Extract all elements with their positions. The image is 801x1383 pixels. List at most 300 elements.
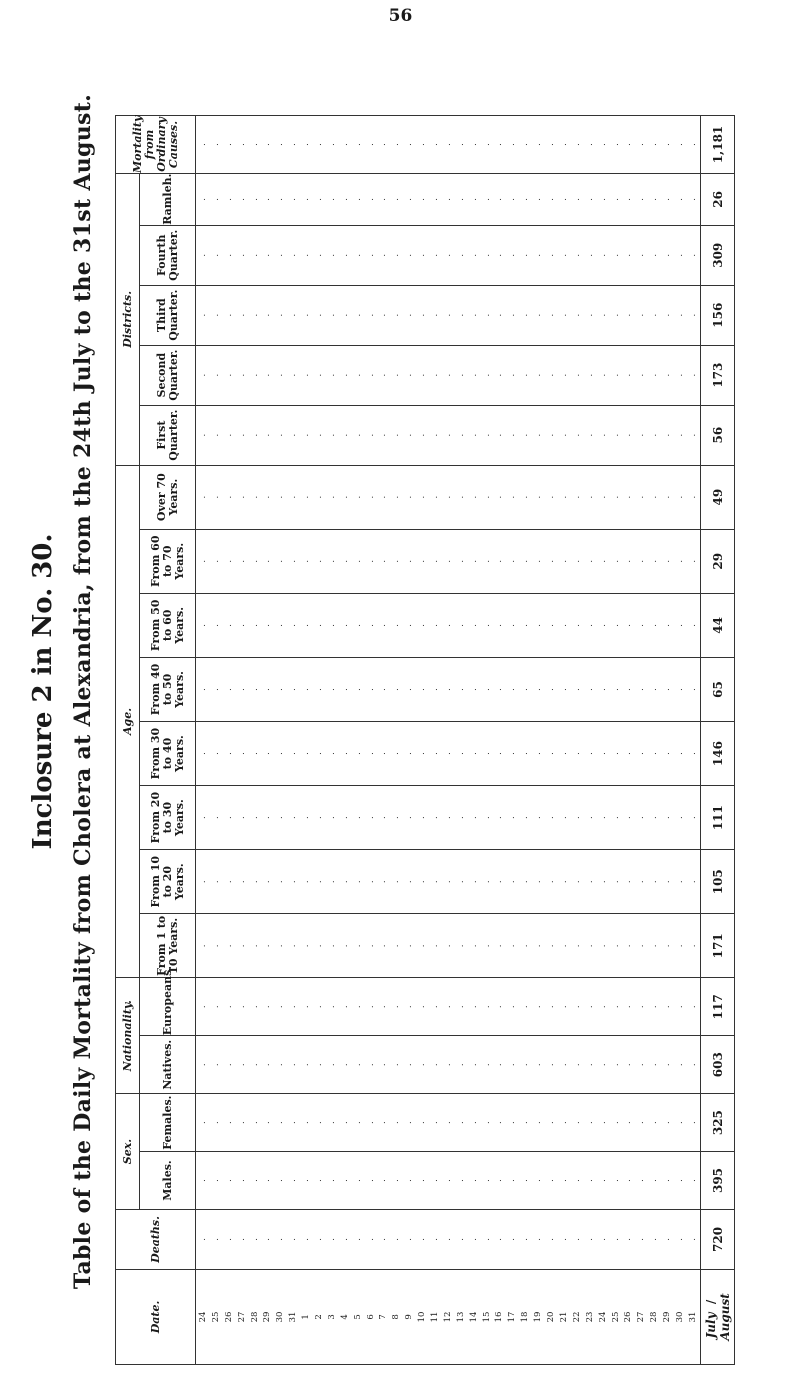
dot-leader: . [636,1238,647,1241]
dot-leader: . [391,1179,402,1182]
dot-leader: . [249,944,260,948]
dot-leader: . [455,1121,466,1124]
dot-leader: . [687,143,698,146]
dot-leader: . [339,688,350,691]
dot-leader: . [249,816,260,819]
dot-leader: . [378,433,389,437]
dot-leader: . [288,1063,299,1067]
dot-leader: . [378,143,389,146]
dot-leader: . [236,198,247,201]
dot-leader: . [533,944,544,948]
dot-leader: . [236,253,247,257]
dot-leader: . [687,880,698,884]
dot-leader: . [507,143,518,146]
total-age-1-10: 171 [701,914,735,978]
total-ramleh: 26 [701,174,735,226]
date-entry: 16 [494,1311,505,1323]
dot-leader: . [391,253,402,257]
dot-leader: . [662,253,673,257]
dot-leader: . [546,373,557,377]
dot-leader: . [481,1121,492,1124]
dot-leader: . [198,373,208,377]
dot-leader: . [236,944,247,948]
dot-leader: . [249,495,260,499]
dot-leader: . [571,1005,582,1009]
dot-leader: . [326,944,337,948]
dot-column [196,1094,700,1151]
dot-leader: . [301,433,312,437]
dot-leader: . [584,1063,595,1067]
total-natives: 603 [701,1036,735,1094]
dot-leader: . [430,880,441,884]
dot-leader: . [520,1238,531,1241]
dot-leader: . [674,816,685,819]
dot-leader: . [546,688,557,691]
date-entry: 9 [404,1314,415,1320]
q1-daily [196,405,701,465]
dot-leader: . [210,1179,221,1182]
dot-leader: . [584,495,595,499]
dot-leader: . [365,495,376,499]
dot-leader: . [636,1121,647,1124]
dot-column [196,286,700,345]
dot-leader: . [301,1121,312,1124]
dot-leader: . [494,253,505,257]
dot-leader: . [662,1005,673,1009]
dot-leader: . [326,143,337,146]
dot-leader: . [649,752,660,755]
dot-leader: . [223,1179,234,1182]
dot-leader: . [339,313,350,317]
dot-leader: . [520,313,531,317]
dot-leader: . [468,752,479,755]
dot-leader: . [198,198,208,201]
dot-leader: . [314,253,325,257]
dot-leader: . [198,1121,208,1124]
dot-leader: . [301,253,312,257]
dot-leader: . [558,1179,569,1182]
dot-leader: . [623,1121,634,1124]
dot-leader: . [417,143,428,146]
dot-leader: . [533,143,544,146]
col-third-quarter: Third Quarter. [140,285,196,345]
dot-leader: . [494,1238,505,1241]
dot-leader: . [262,313,273,317]
dot-leader: . [584,253,595,257]
dot-leader: . [507,1179,518,1182]
dot-leader: . [262,495,273,499]
dot-leader: . [301,816,312,819]
dot-column [196,722,700,785]
dot-leader: . [674,944,685,948]
dot-leader: . [236,313,247,317]
dot-leader: . [352,559,363,563]
dot-leader: . [674,559,685,563]
total-deaths: 720 [701,1209,735,1269]
col-age-1-10: From 1 to 10 Years. [140,914,196,978]
dot-leader: . [584,624,595,627]
age-50-60-daily [196,593,701,657]
dot-leader: . [223,1005,234,1009]
dot-leader: . [275,1121,286,1124]
dot-leader: . [610,880,621,884]
dot-leader: . [442,944,453,948]
dot-leader: . [288,944,299,948]
dot-leader: . [417,253,428,257]
date-entry: 4 [339,1314,350,1320]
dot-leader: . [314,944,325,948]
dot-leader: . [584,1238,595,1241]
total-fourth-quarter: 309 [701,225,735,285]
dot-leader: . [674,688,685,691]
dot-column [196,1152,700,1209]
dot-leader: . [352,1238,363,1241]
dot-leader: . [314,1238,325,1241]
group-age: Age. [116,465,140,978]
dot-leader: . [558,752,569,755]
dot-leader: . [339,624,350,627]
dot-leader: . [378,198,389,201]
date-column [196,1269,701,1364]
dot-leader: . [442,688,453,691]
dot-leader: . [391,624,402,627]
dot-leader: . [546,1005,557,1009]
group-nationality: Nationality. [116,978,140,1094]
col-age-10-20: From 10 to 20 Years. [140,850,196,914]
dot-leader: . [288,198,299,201]
age-20-30-daily [196,786,701,850]
dot-leader: . [339,880,350,884]
dot-leader: . [430,1121,441,1124]
dot-leader: . [546,253,557,257]
dot-leader: . [391,752,402,755]
dot-leader: . [571,1121,582,1124]
dot-leader: . [262,1179,273,1182]
dot-leader: . [687,1121,698,1124]
dot-leader: . [662,143,673,146]
dot-leader: . [507,624,518,627]
dot-leader: . [455,880,466,884]
dot-leader: . [314,880,325,884]
dot-leader: . [623,624,634,627]
dot-leader: . [468,495,479,499]
dot-leader: . [687,944,698,948]
dot-leader: . [301,880,312,884]
dot-leader: . [275,253,286,257]
dot-leader: . [236,1238,247,1241]
col-mortality: Mortality from Ordinary Causes. [116,116,196,174]
dot-leader: . [636,1063,647,1067]
dot-leader: . [558,373,569,377]
date-entry: 12 [442,1311,453,1323]
dot-leader: . [674,624,685,627]
dot-leader: . [662,1063,673,1067]
dot-leader: . [275,1063,286,1067]
dot-leader: . [687,1238,698,1241]
dot-leader: . [365,1063,376,1067]
dot-leader: . [687,688,698,691]
dot-leader: . [597,433,608,437]
dot-leader: . [378,373,389,377]
dot-leader: . [662,1179,673,1182]
dot-leader: . [365,1238,376,1241]
dot-leader: . [520,688,531,691]
dot-leader: . [623,944,634,948]
dot-leader: . [610,373,621,377]
dot-leader: . [288,253,299,257]
dot-leader: . [404,495,415,499]
dot-leader: . [597,1121,608,1124]
dot-leader: . [533,373,544,377]
dot-leader: . [674,752,685,755]
dot-leader: . [404,1121,415,1124]
dot-leader: . [687,495,698,499]
dot-leader: . [223,373,234,377]
date-entry: 6 [365,1314,376,1320]
age-40-50-daily [196,657,701,721]
dot-leader: . [378,1238,389,1241]
dot-leader: . [636,880,647,884]
dot-leader: . [404,373,415,377]
dot-leader: . [442,198,453,201]
dot-leader: . [352,143,363,146]
dot-leader: . [430,495,441,499]
dot-leader: . [275,495,286,499]
dot-leader: . [520,495,531,499]
dot-leader: . [520,253,531,257]
dot-leader: . [597,313,608,317]
dot-leader: . [326,495,337,499]
dot-leader: . [365,559,376,563]
dot-leader: . [674,373,685,377]
dot-leader: . [674,1121,685,1124]
dot-leader: . [636,253,647,257]
dot-leader: . [623,143,634,146]
dot-leader: . [223,816,234,819]
dot-leader: . [210,373,221,377]
dot-leader: . [262,143,273,146]
dot-leader: . [378,624,389,627]
date-entry: 19 [533,1311,544,1323]
date-entry: 25 [610,1311,621,1323]
dot-column [196,786,700,849]
dot-leader: . [468,1179,479,1182]
dot-leader: . [584,1179,595,1182]
dot-leader: . [442,495,453,499]
col-natives: Natives. [140,1036,196,1094]
dot-leader: . [687,313,698,317]
dot-leader: . [288,1238,299,1241]
dot-leader: . [417,433,428,437]
dot-leader: . [236,495,247,499]
dot-leader: . [687,373,698,377]
dot-leader: . [687,816,698,819]
dot-leader: . [597,495,608,499]
dot-leader: . [339,143,350,146]
dot-leader: . [481,313,492,317]
dot-leader: . [507,253,518,257]
dot-leader: . [249,752,260,755]
dot-leader: . [662,624,673,627]
dot-leader: . [391,433,402,437]
date-entry: 23 [584,1311,595,1323]
dot-leader: . [249,1063,260,1067]
dot-leader: . [636,143,647,146]
col-females: Females. [140,1094,196,1152]
dot-leader: . [533,198,544,201]
dot-leader: . [198,1063,208,1067]
dot-column [196,346,700,405]
dot-leader: . [442,880,453,884]
dot-leader: . [610,313,621,317]
dot-leader: . [417,880,428,884]
dot-leader: . [623,880,634,884]
dot-leader: . [584,688,595,691]
date-entry: 31 [288,1311,299,1323]
dot-leader: . [623,1063,634,1067]
group-sex: Sex. [116,1094,140,1210]
dot-leader: . [623,816,634,819]
dot-leader: . [417,373,428,377]
dot-leader: . [571,944,582,948]
dot-leader: . [507,752,518,755]
table-title: Table of the Daily Mortality from Cholera at Alexandria, from the 24th July to the 31st August. [70,93,96,1290]
dot-leader: . [481,624,492,627]
dot-leader: . [507,880,518,884]
dot-leader: . [481,433,492,437]
dot-leader: . [455,1238,466,1241]
dot-leader: . [584,816,595,819]
dot-leader: . [442,313,453,317]
dot-leader: . [597,253,608,257]
dot-leader: . [520,752,531,755]
dot-leader: . [365,816,376,819]
dot-leader: . [468,816,479,819]
dot-leader: . [520,944,531,948]
dot-leader: . [352,752,363,755]
dot-leader: . [404,880,415,884]
dot-leader: . [326,313,337,317]
dot-leader: . [236,688,247,691]
dot-leader: . [442,1005,453,1009]
dot-leader: . [687,1063,698,1067]
dot-leader: . [520,1005,531,1009]
dot-leader: . [610,1063,621,1067]
dot-leader: . [275,1179,286,1182]
dot-leader: . [301,1179,312,1182]
dot-leader: . [649,1121,660,1124]
dot-leader: . [198,624,208,627]
q4-daily [196,225,701,285]
dot-leader: . [404,433,415,437]
dot-leader: . [662,433,673,437]
dot-leader: . [378,1005,389,1009]
dot-leader: . [533,253,544,257]
dot-leader: . [494,1005,505,1009]
dot-leader: . [468,880,479,884]
dot-leader: . [223,433,234,437]
date-entry: 7 [378,1314,389,1320]
dot-leader: . [314,143,325,146]
total-third-quarter: 156 [701,285,735,345]
dot-leader: . [417,1005,428,1009]
dot-leader: . [210,143,221,146]
dot-leader: . [649,944,660,948]
dot-leader: . [326,752,337,755]
dot-leader: . [288,816,299,819]
dot-leader: . [533,1121,544,1124]
dot-leader: . [507,313,518,317]
dot-leader: . [275,752,286,755]
dot-leader: . [326,880,337,884]
dot-leader: . [442,433,453,437]
dot-leader: . [417,559,428,563]
dot-leader: . [649,1238,660,1241]
dot-leader: . [301,688,312,691]
dot-leader: . [468,373,479,377]
dot-leader: . [558,624,569,627]
dot-leader: . [558,816,569,819]
dot-leader: . [649,816,660,819]
dot-leader: . [610,624,621,627]
dot-leader: . [417,624,428,627]
dot-leader: . [662,559,673,563]
dot-leader: . [314,495,325,499]
dot-leader: . [288,1121,299,1124]
dot-leader: . [481,1063,492,1067]
dot-leader: . [687,1005,698,1009]
dot-leader: . [314,313,325,317]
dot-leader: . [455,495,466,499]
dot-leader: . [417,752,428,755]
dot-leader: . [275,880,286,884]
dot-leader: . [339,944,350,948]
dot-leader: . [636,198,647,201]
dot-leader: . [262,559,273,563]
dot-leader: . [674,253,685,257]
dot-leader: . [301,1063,312,1067]
dot-leader: . [236,433,247,437]
dot-leader: . [533,816,544,819]
col-date: Date. [116,1269,196,1364]
dot-leader: . [301,752,312,755]
dot-leader: . [571,373,582,377]
dot-leader: . [352,253,363,257]
dot-leader: . [687,198,698,201]
dot-leader: . [610,198,621,201]
dot-leader: . [417,198,428,201]
dot-leader: . [404,1005,415,1009]
dot-leader: . [610,1238,621,1241]
dot-leader: . [391,198,402,201]
dot-leader: . [249,1121,260,1124]
dot-leader: . [301,1005,312,1009]
dot-leader: . [236,1005,247,1009]
dot-leader: . [404,1179,415,1182]
dot-leader: . [391,373,402,377]
dot-leader: . [442,1238,453,1241]
dot-leader: . [533,880,544,884]
dot-leader: . [571,559,582,563]
dot-leader: . [198,495,208,499]
dot-leader: . [507,495,518,499]
dot-column [196,658,700,721]
dot-column [196,530,700,593]
dot-leader: . [430,373,441,377]
dot-leader: . [339,495,350,499]
q2-daily [196,345,701,405]
dot-leader: . [301,373,312,377]
